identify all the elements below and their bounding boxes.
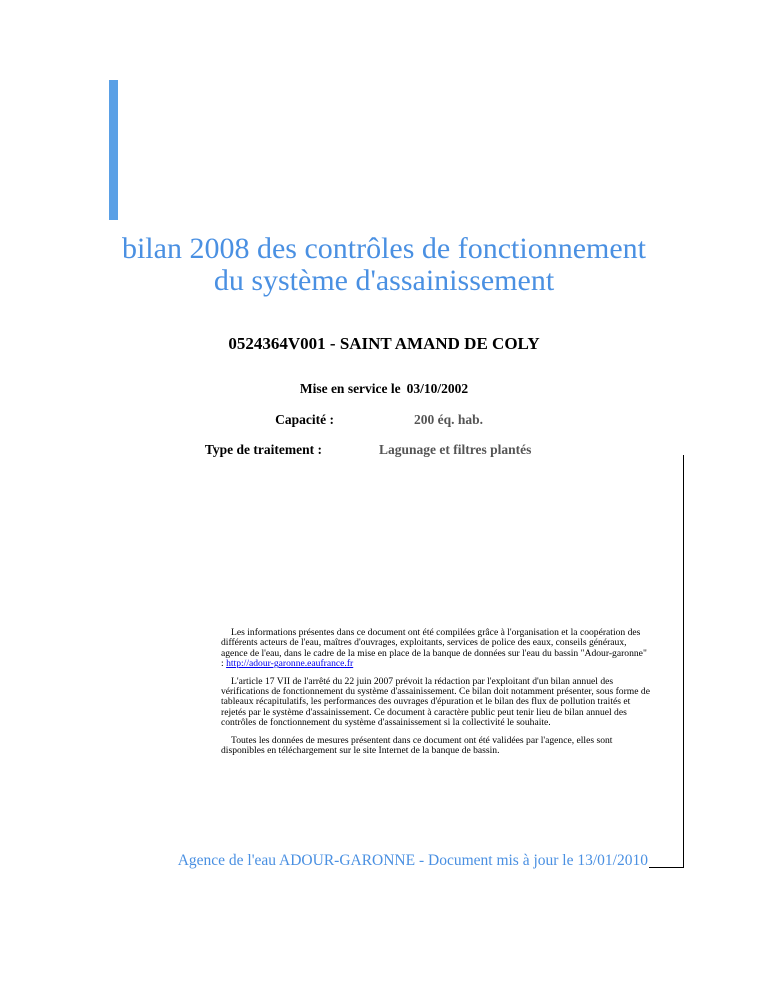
info-paragraph-3: Toutes les données de mesures présentent dans ce document ont été validées par l'agence, elles sont disponibles en téléchargement sur le site Internet de la banque de bassin.	[221, 734, 613, 757]
info-paragraph-2: L'article 17 VII de l'arrêté du 22 juin 2007 prévoit la rédaction par l'exploitant d'un bilan annuel des vérifications de fonctionnement du système d'assainissement. Ce bilan doit notamment présenter, sous forme de tableaux récapitulatifs, les performances des ouvrages d'épuration et le bilan des flux de pollution traités et rejetés par le système d'assainissement. Ce document à caractère public peut tenir lieu de bilan annuel des contrôles de fonctionnement du système d'assainissement si la collectivité le souhaite.	[221, 675, 650, 729]
frame-horizontal-line	[649, 867, 684, 868]
info-text	[221, 628, 651, 763]
service-date: 03/10/2002	[406, 381, 469, 396]
service-label: Mise en service le	[299, 381, 401, 396]
footer-text: Agence de l'eau ADOUR-GARONNE - Document mis à jour le 13/01/2010	[177, 852, 648, 869]
title-line-2: du système d'assainissement	[213, 264, 555, 297]
decorative-blue-bar	[109, 80, 118, 220]
bank-link[interactable]: http://adour-garonne.eaufrance.fr	[226, 658, 354, 670]
info-paragraph-1: Les informations présentes dans ce document ont été compilées grâce à l'organisation et la coopération des différents acteurs de l'eau, maîtres d'ouvrages, exploitants, services de police des eaux, conseils généraux, agence de l'eau, dans le cadre de la mise en place de la banque de données sur l'eau du bassin "Adour-garonne" : http://adour-garonne.eaufrance.fr	[221, 627, 647, 670]
service-date-line	[0, 381, 768, 397]
capacity-value: 200 éq. hab.	[414, 412, 484, 427]
capacity-label: Capacité :	[275, 412, 334, 427]
station-name: 0524364V001 - SAINT AMAND DE COLY	[228, 334, 540, 353]
frame-vertical-line	[683, 455, 684, 868]
treatment-label: Type de traitement :	[204, 442, 322, 457]
document-title	[0, 233, 768, 297]
title-line-1: bilan 2008 des contrôles de fonctionnement	[121, 232, 647, 265]
treatment-value: Lagunage et filtres plantés	[379, 442, 532, 457]
